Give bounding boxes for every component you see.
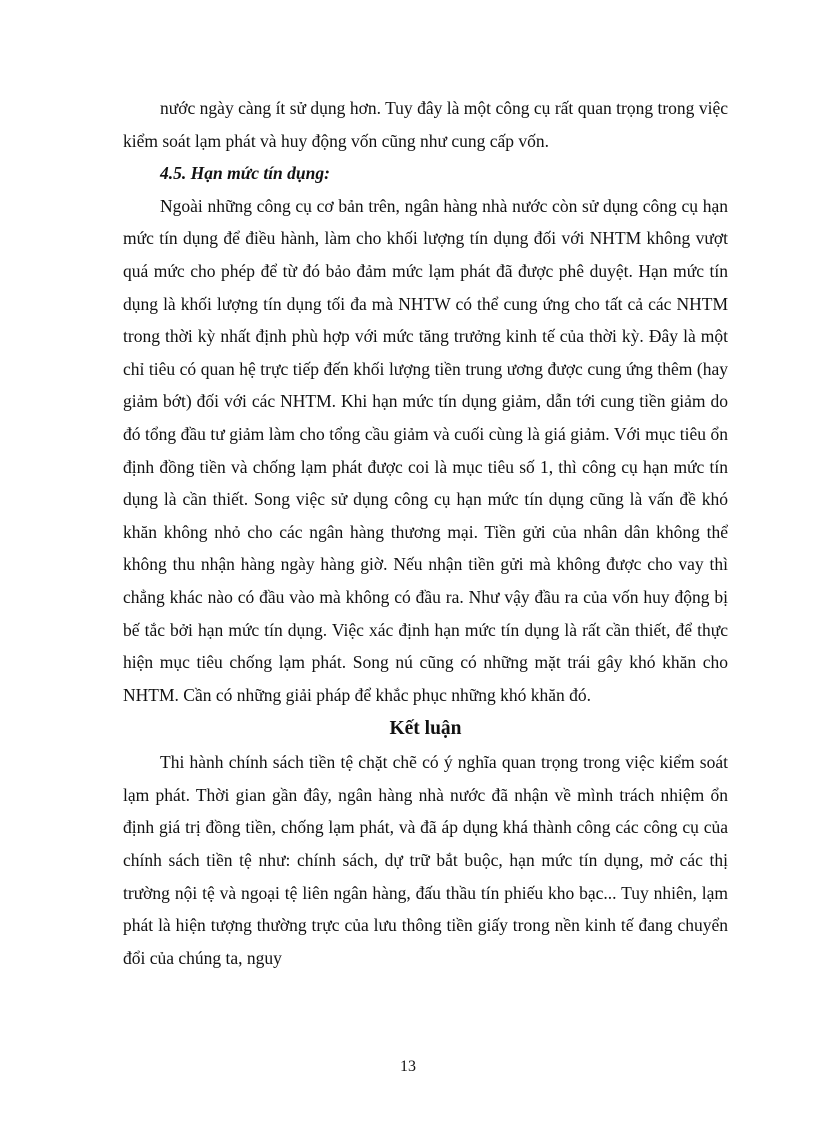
page-number: 13 [400,1058,416,1075]
paragraph-credit-limit: Ngoài những công cụ cơ bản trên, ngân hàng nhà nước còn sử dụng công cụ hạn mức tín dụng để điều hành, làm cho khối lượng tín dụng đối với NHTM không vượt quá mức cho phép để từ đó bảo đảm mức lạm phát đã được phê duyệt. Hạn mức tín dụng là khối lượng tín dụng tối đa mà NHTW có thể cung ứng cho tất cả các NHTM trong thời kỳ nhất định phù hợp với mức tăng trưởng kinh tế của thời kỳ. Đây là một chỉ tiêu có quan hệ trực tiếp đến khối lượng tiền trung ương được cung ứng thêm (hay giảm bớt) đối với các NHTM. Khi hạn mức tín dụng giảm, dẫn tới cung tiền giảm do đó tổng đầu tư giảm làm cho tổng cầu giảm và cuối cùng là giá giảm. Với mục tiêu ổn định đồng tiền và chống lạm phát được coi là mục tiêu số 1, thì công cụ hạn mức tín dụng là cần thiết. Song việc sử dụng công cụ hạn mức tín dụng cũng là vấn đề khó khăn không nhỏ cho các ngân hàng thương mại. Tiền gửi của nhân dân không thể không thu nhận hàng ngày hàng giờ. Nếu nhận tiền gửi mà không được cho vay thì chẳng khác nào có đầu vào mà không có đầu ra. Như vậy đầu ra của vốn huy động bị bế tắc bởi hạn mức tín dụng. Việc xác định hạn mức tín dụng là rất cần thiết, để thực hiện mục tiêu chống lạm phát. Song nú cũng có những mặt trái gây khó khăn cho NHTM. Cần có những giải pháp để khắc phục những khó khăn đó. [123,195,728,705]
paragraph-conclusion: Thi hành chính sách tiền tệ chặt chẽ có ý nghĩa quan trọng trong việc kiểm soát lạm phát. Thời gian gần đây, ngân hàng nhà nước đã nhận về mình trách nhiệm ổn định giá trị đồng tiền, chống lạm phát, và đã áp dụng khá thành công các công cụ của chính sách tiền tệ như: chính sách, dự trữ bắt buộc, hạn mức tín dụng, mở các thị trường nội tệ và ngoại tệ liên ngân hàng, đấu thầu tín phiếu kho bạc... Tuy nhiên, lạm phát là hiện tượng thường trực của lưu thông tiền giấy trong nền kinh tế đang chuyển đổi của chúng ta, nguy [123,752,728,968]
conclusion-heading: Kết luận [389,718,462,740]
paragraph-intro: nước ngày càng ít sử dụng hơn. Tuy đây là một công cụ rất quan trọng trong việc kiểm soát lạm phát và huy động vốn cũng như cung cấp vốn. [123,98,728,151]
page-body [123,92,728,974]
section-heading: 4.5. Hạn mức tín dụng: [160,163,330,184]
